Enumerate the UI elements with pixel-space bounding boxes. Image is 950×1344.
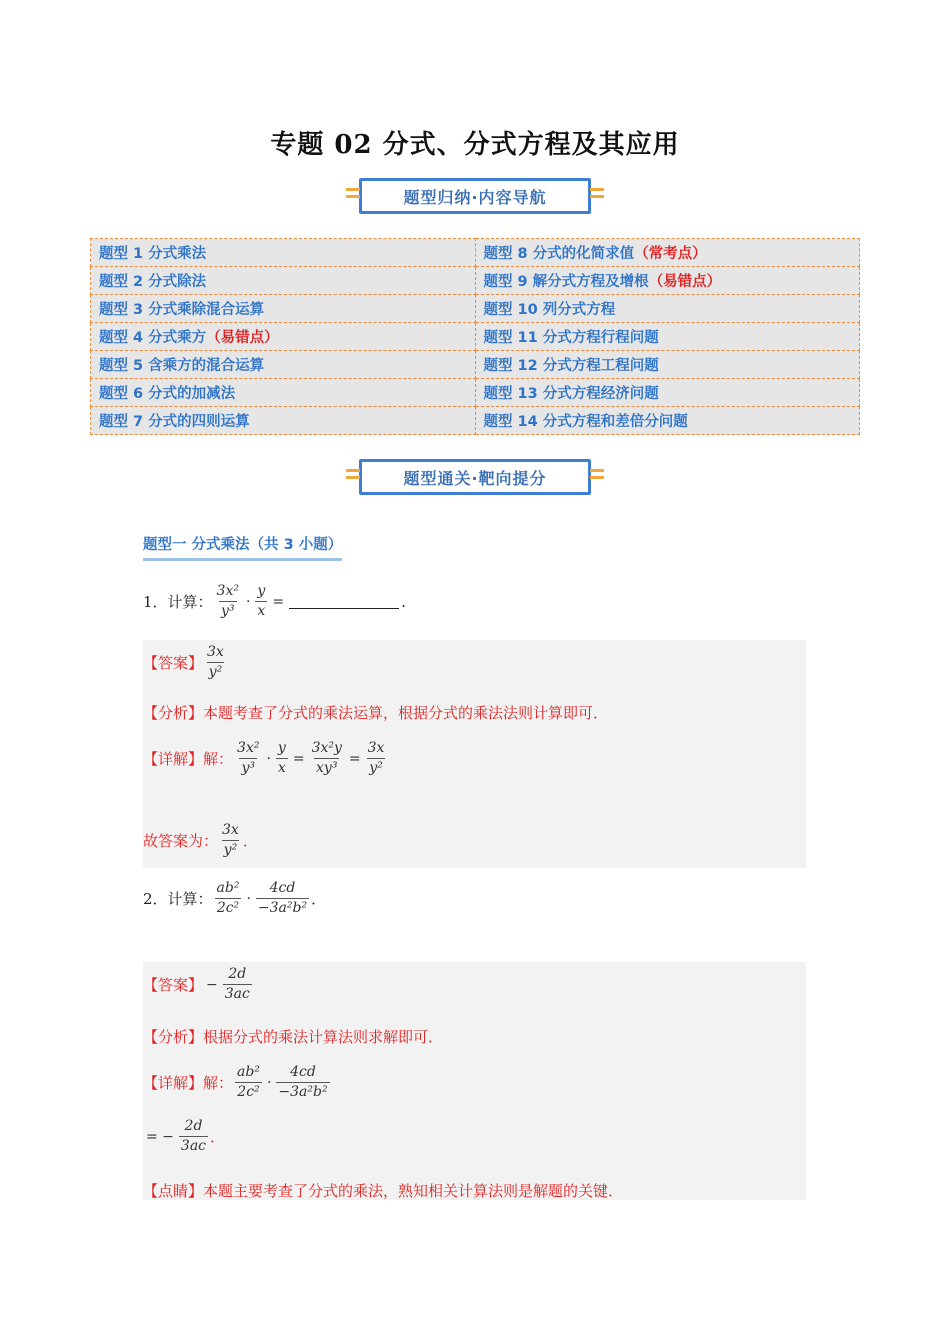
equals-decoration-icon — [590, 469, 604, 485]
topic-label: 题型 3 分式乘除混合运算 — [99, 302, 265, 318]
nav-row — [91, 379, 860, 407]
answer-box-2 — [143, 962, 806, 1200]
analysis-text: 本题考查了分式的乘法运算，根据分式的乘法法则计算即可． — [203, 704, 609, 722]
topic-label: 题型 1 分式乘法 — [99, 246, 207, 262]
nav-row — [91, 267, 860, 295]
topic-label: 题型 10 列分式方程 — [483, 302, 616, 318]
topic-label: 题型 8 分式的化简求值 — [483, 246, 635, 262]
detail-label: 【详解】 — [143, 750, 204, 768]
analysis-label: 【分析】 — [143, 704, 204, 722]
answer-label: 【答案】 — [143, 976, 204, 994]
fraction: $\frac{\text{3x²}}{\text{y³}}$ — [237, 740, 260, 776]
step-line: = − $\frac{2d}{3ac}$ ． — [146, 1118, 226, 1154]
topic-highlight: （易错点） — [206, 330, 279, 346]
answer-line — [143, 644, 228, 681]
topic-label: 题型 4 分式乘方 — [99, 330, 207, 346]
topic-label: 题型 13 分式方程经济问题 — [483, 386, 659, 402]
topic-label: 题型 5 含乘方的混合运算 — [99, 358, 265, 374]
topic-label: 题型 9 解分式方程及增根 — [483, 274, 649, 290]
topic-label: 题型 2 分式除法 — [99, 274, 207, 290]
comment-label: 【点睛】 — [143, 1182, 204, 1200]
nav-row — [91, 323, 860, 351]
topic-label: 题型 7 分式的四则运算 — [99, 414, 250, 430]
banner-content-nav — [356, 176, 594, 216]
step-suffix: ． — [210, 1128, 226, 1146]
fraction: $\frac{3x}{\text{y²}}$ — [222, 822, 239, 858]
nav-cell-right — [475, 351, 860, 379]
topic-label: 题型 14 分式方程和差倍分问题 — [483, 414, 688, 430]
fraction: $\frac{3x}{\text{y²}}$ — [207, 644, 224, 680]
topic-label: 题型 11 分式方程行程问题 — [483, 330, 659, 346]
fraction: $\frac{y}{x}$ — [257, 583, 266, 619]
banner-label: 题型归纳·内容导航 — [359, 178, 591, 214]
fraction: $\frac{\text{ab²}}{\text{2c²}}$ — [237, 1064, 260, 1100]
nav-cell-left — [91, 351, 476, 379]
nav-cell-left — [91, 379, 476, 407]
answer-label: 【答案】 — [143, 654, 204, 672]
equals-decoration-icon — [590, 188, 604, 204]
analysis-line — [143, 702, 608, 723]
fraction: $\frac{y}{x}$ — [277, 740, 286, 776]
question-1: 1．计算： $\frac{\text{3x²}}{\text{y³}}$ · $\frac{y}{x}$ = . — [143, 583, 406, 619]
nav-cell-left — [91, 239, 476, 267]
fraction: $\frac{2d}{3ac}$ — [180, 1118, 207, 1154]
nav-cell-left — [91, 295, 476, 323]
answer-blank — [289, 594, 399, 609]
topic-highlight: （易错点） — [648, 274, 722, 290]
detail-label: 【详解】 — [143, 1074, 204, 1092]
nav-cell-right — [475, 379, 860, 407]
question-number: 2．计算： — [143, 890, 213, 908]
detail-line: 【详解】 解： $\frac{\text{ab²}}{\text{2c²}}$ · $\frac{4cd}{\text{−3a²b²}}$ — [143, 1064, 328, 1100]
question-2: 2．计算： $\frac{\text{ab²}}{\text{2c²}}$ · $\frac{4cd}{\text{−3a²b²}}$ ． — [143, 880, 327, 916]
analysis-line — [143, 1026, 443, 1047]
topic-highlight: （常考点） — [634, 246, 707, 262]
nav-cell-right — [475, 295, 860, 323]
nav-row — [91, 295, 860, 323]
detail-text: 解： — [203, 1074, 234, 1092]
conclusion-text: 故答案为： — [143, 832, 219, 850]
fraction: $\frac{3x}{\text{y²}}$ — [367, 740, 385, 776]
topic-label: 题型 12 分式方程工程问题 — [483, 358, 659, 374]
nav-cell-right — [475, 407, 860, 435]
analysis-label: 【分析】 — [143, 1028, 204, 1046]
conclusion-line — [143, 822, 258, 859]
topic-label: 题型 6 分式的加减法 — [99, 386, 236, 402]
detail-line: 【详解】 解： $\frac{\text{3x²}}{\text{y³}}$ · $\frac{y}{x}$ = $\frac{\text{3x²y}}{\text{xy³}}$ = $\frac{3x}{\text{y²}}$ — [143, 740, 385, 776]
banner-label: 题型通关·靶向提分 — [359, 459, 591, 495]
nav-cell-left — [91, 267, 476, 295]
analysis-text: 根据分式的乘法计算法则求解即可． — [203, 1028, 444, 1046]
nav-cell-left — [91, 407, 476, 435]
fraction: $\frac{2d}{3ac}$ — [224, 966, 250, 1002]
nav-row — [91, 239, 860, 267]
nav-cell-left — [91, 323, 476, 351]
fraction: $\frac{4cd}{\text{−3a²b²}}$ — [257, 880, 308, 916]
conclusion-suffix: ． — [242, 832, 258, 850]
nav-row — [91, 407, 860, 435]
fraction: $\frac{4cd}{\text{−3a²b²}}$ — [278, 1064, 328, 1100]
answer-line: 【答案】 − $\frac{2d}{3ac}$ — [143, 966, 250, 1002]
comment-text: 本题主要考查了分式的乘法，熟知相关计算法则是解题的关键． — [203, 1182, 624, 1200]
equals-decoration-icon — [346, 469, 360, 485]
question-suffix: . — [401, 592, 406, 611]
nav-row — [91, 351, 860, 379]
fraction: $\frac{\text{ab²}}{\text{2c²}}$ — [216, 880, 240, 916]
question-suffix: ． — [311, 890, 327, 908]
comment-line — [143, 1180, 623, 1201]
question-number: 1．计算： — [143, 593, 213, 611]
page-title: 专题 02 分式、分式方程及其应用 — [270, 130, 680, 160]
section-heading: 题型一 分式乘法（共 3 小题） — [143, 533, 342, 561]
banner-practice — [356, 457, 594, 497]
topic-nav-table — [90, 238, 860, 435]
nav-cell-right — [475, 323, 860, 351]
nav-cell-right — [475, 267, 860, 295]
detail-text: 解： — [203, 750, 234, 768]
fraction: $\frac{\text{3x²}}{\text{y³}}$ — [216, 583, 239, 619]
equals-decoration-icon — [346, 188, 360, 204]
answer-box-1 — [143, 640, 806, 868]
nav-cell-right — [475, 239, 860, 267]
fraction: $\frac{\text{3x²y}}{\text{xy³}}$ — [311, 740, 342, 776]
